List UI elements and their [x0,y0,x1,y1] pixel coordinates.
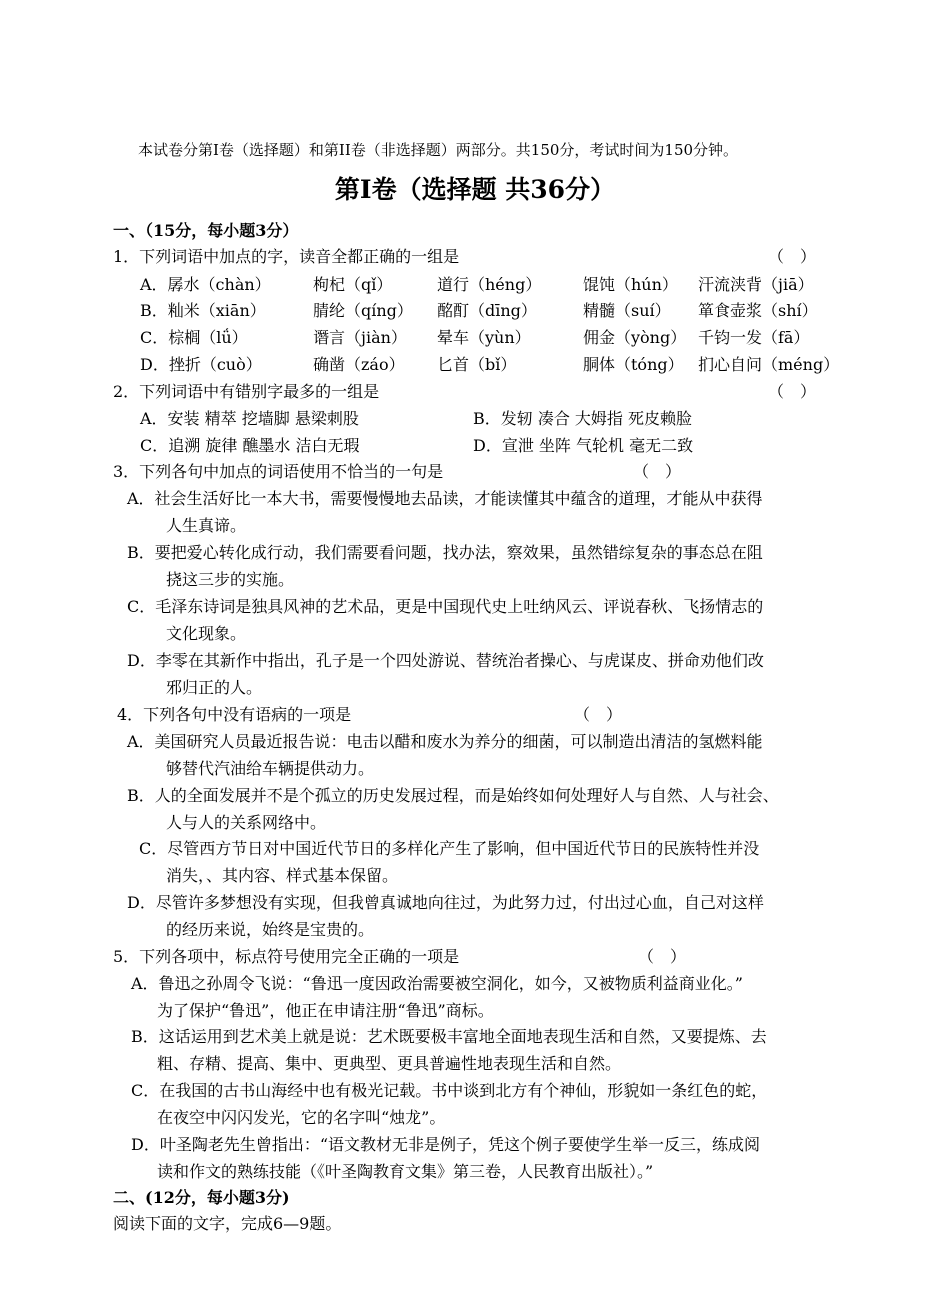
q4-option-b-line1: B．人的全面发展并不是个孤立的历史发展过程，而是始终如何处理好人与自然、人与社会、 [127,786,779,805]
q1-row-d-3: 匕首（bǐ） [437,355,517,374]
q3-option-c-line2: 文化现象。 [166,624,247,643]
q1-row-c-5: 千钧一发（fā） [698,328,810,347]
q1-row-c-1: C．棕榈（lǘ） [140,328,248,347]
q2-option-d: D．宣泄 坐阵 气轮机 毫无二致 [473,436,694,455]
q1-row-b-2: 腈纶（qíng） [313,301,413,320]
page-title: 第I卷（选择题 共36分） [334,175,616,204]
q5-option-a-line2: 为了保护“鲁迅”，他正在申请注册“鲁迅”商标。 [157,1001,494,1020]
q1-row-b-5: 箪食壶浆（shí） [698,301,818,320]
q4-stem: 4．下列各句中没有语病的一项是 [117,705,352,724]
q1-row-d-5: 扪心自问（méng） [698,355,840,374]
q2-answer-paren: （ ） [768,382,817,401]
q1-row-c-4: 佣金（yòng） [583,328,687,347]
q1-row-d-1: D．挫折（cuò） [140,355,262,374]
q5-option-c-line1: C．在我国的古书山海经中也有极光记载。书中谈到北方有个神仙，形貌如一条红色的蛇， [131,1081,768,1100]
q4-option-d-line1: D．尽管许多梦想没有实现，但我曾真诚地向往过，为此努力过，付出过心血，自己对这样 [127,893,764,912]
q3-option-a-line1: A．社会生活好比一本大书，需要慢慢地去品读，才能读懂其中蕴含的道理，才能从中获得 [127,489,763,508]
q2-option-a: A．安装 精萃 挖墙脚 悬梁刺股 [140,409,359,428]
q1-row-a-2: 枸杞（qǐ） [313,275,393,294]
q1-row-b-4: 精髓（suí） [583,301,671,320]
q1-row-b-3: 酩酊（dīng） [437,301,537,320]
q3-option-c-line1: C．毛泽东诗词是独具风神的艺术品，更是中国现代史上吐纳风云、评说春秋、飞扬情志的 [127,597,764,616]
q5-option-a-line1: A．鲁迅之孙周令飞说：“鲁迅一度因政治需要被空洞化，如今，又被物质利益商业化。” [131,974,743,993]
section-2-heading: 二、(12分，每小题3分) [113,1188,290,1207]
q4-option-b-line2: 人与人的关系网络中。 [166,813,327,832]
q1-row-a-1: A．孱水（chàn） [140,275,271,294]
q3-answer-paren: （ ） [633,462,682,481]
section-1-heading: 一、（15分，每小题3分） [113,221,299,240]
q1-stem: 1．下列词语中加点的字，读音全都正确的一组是 [113,247,460,266]
q1-row-d-4: 胴体（tóng） [583,355,684,374]
q1-row-a-5: 汗流浃背（jiā） [698,275,814,294]
reading-instruction: 阅读下面的文字，完成6—9题。 [113,1214,342,1233]
q1-row-c-2: 谮言（jiàn） [313,328,407,347]
q1-answer-paren: （ ） [768,247,817,266]
q3-option-b-line1: B．要把爱心转化成行动，我们需要看问题，找办法，察效果，虽然错综复杂的事态总在阻 [127,543,763,562]
q4-option-c-line2: 消失，、其内容、样式基本保留。 [166,866,399,885]
q1-row-b-1: B．籼米（xiān） [140,301,266,320]
q5-option-b-line2: 粗、存精、提高、集中、更典型、更具普遍性地表现生活和自然。 [157,1054,622,1073]
q3-stem: 3．下列各句中加点的词语使用不恰当的一句是 [113,462,444,481]
q4-option-c-line1: C．尽管西方节日对中国近代节日的多样化产生了影响，但中国近代节日的民族特性并没 [139,839,760,858]
q3-option-b-line2: 挠这三步的实施。 [166,570,295,589]
q3-option-d-line1: D．李零在其新作中指出，孔子是一个四处游说、替统治者操心、与虎谋皮、拼命劝他们改 [127,651,764,670]
q2-option-b: B．发轫 凑合 大姆指 死皮赖脸 [473,409,693,428]
q5-option-c-line2: 在夜空中闪闪发光，它的名字叫“烛龙”。 [157,1108,446,1127]
q5-stem: 5．下列各项中，标点符号使用完全正确的一项是 [113,947,460,966]
q5-answer-paren: （ ） [638,947,687,966]
q2-stem: 2．下列词语中有错别字最多的一组是 [113,382,380,401]
intro-text: 本试卷分第I卷（选择题）和第II卷（非选择题）两部分。共150分，考试时间为150分钟。 [138,141,739,159]
q5-option-d-line2: 读和作文的熟练技能（《叶圣陶教育文集》第三卷，人民教育出版社）。” [157,1162,654,1181]
q1-row-a-4: 馄饨（hún） [583,275,678,294]
q1-row-a-3: 道行（héng） [437,275,542,294]
q5-option-d-line1: D．叶圣陶老先生曾指出：“语文教材无非是例子，凭这个例子要使学生举一反三，练成阅 [131,1135,761,1154]
q3-option-d-line2: 邪归正的人。 [166,678,263,697]
q3-option-a-line2: 人生真谛。 [166,516,247,535]
q1-row-d-2: 确凿（záo） [313,355,405,374]
q4-option-a-line2: 够替代汽油给车辆提供动力。 [166,759,375,778]
q4-answer-paren: （ ） [574,705,623,724]
q5-option-b-line1: B．这话运用到艺术美上就是说：艺术既要极丰富地全面地表现生活和自然，又要提炼、去 [131,1027,767,1046]
q4-option-a-line1: A．美国研究人员最近报告说：电击以醋和废水为养分的细菌，可以制造出清洁的氢燃料能 [127,732,763,751]
q2-option-c: C．追溯 旋律 醮墨水 洁白无瑕 [140,436,360,455]
q1-row-c-3: 晕车（yùn） [437,328,531,347]
q4-option-d-line2: 的经历来说，始终是宝贵的。 [166,920,375,939]
